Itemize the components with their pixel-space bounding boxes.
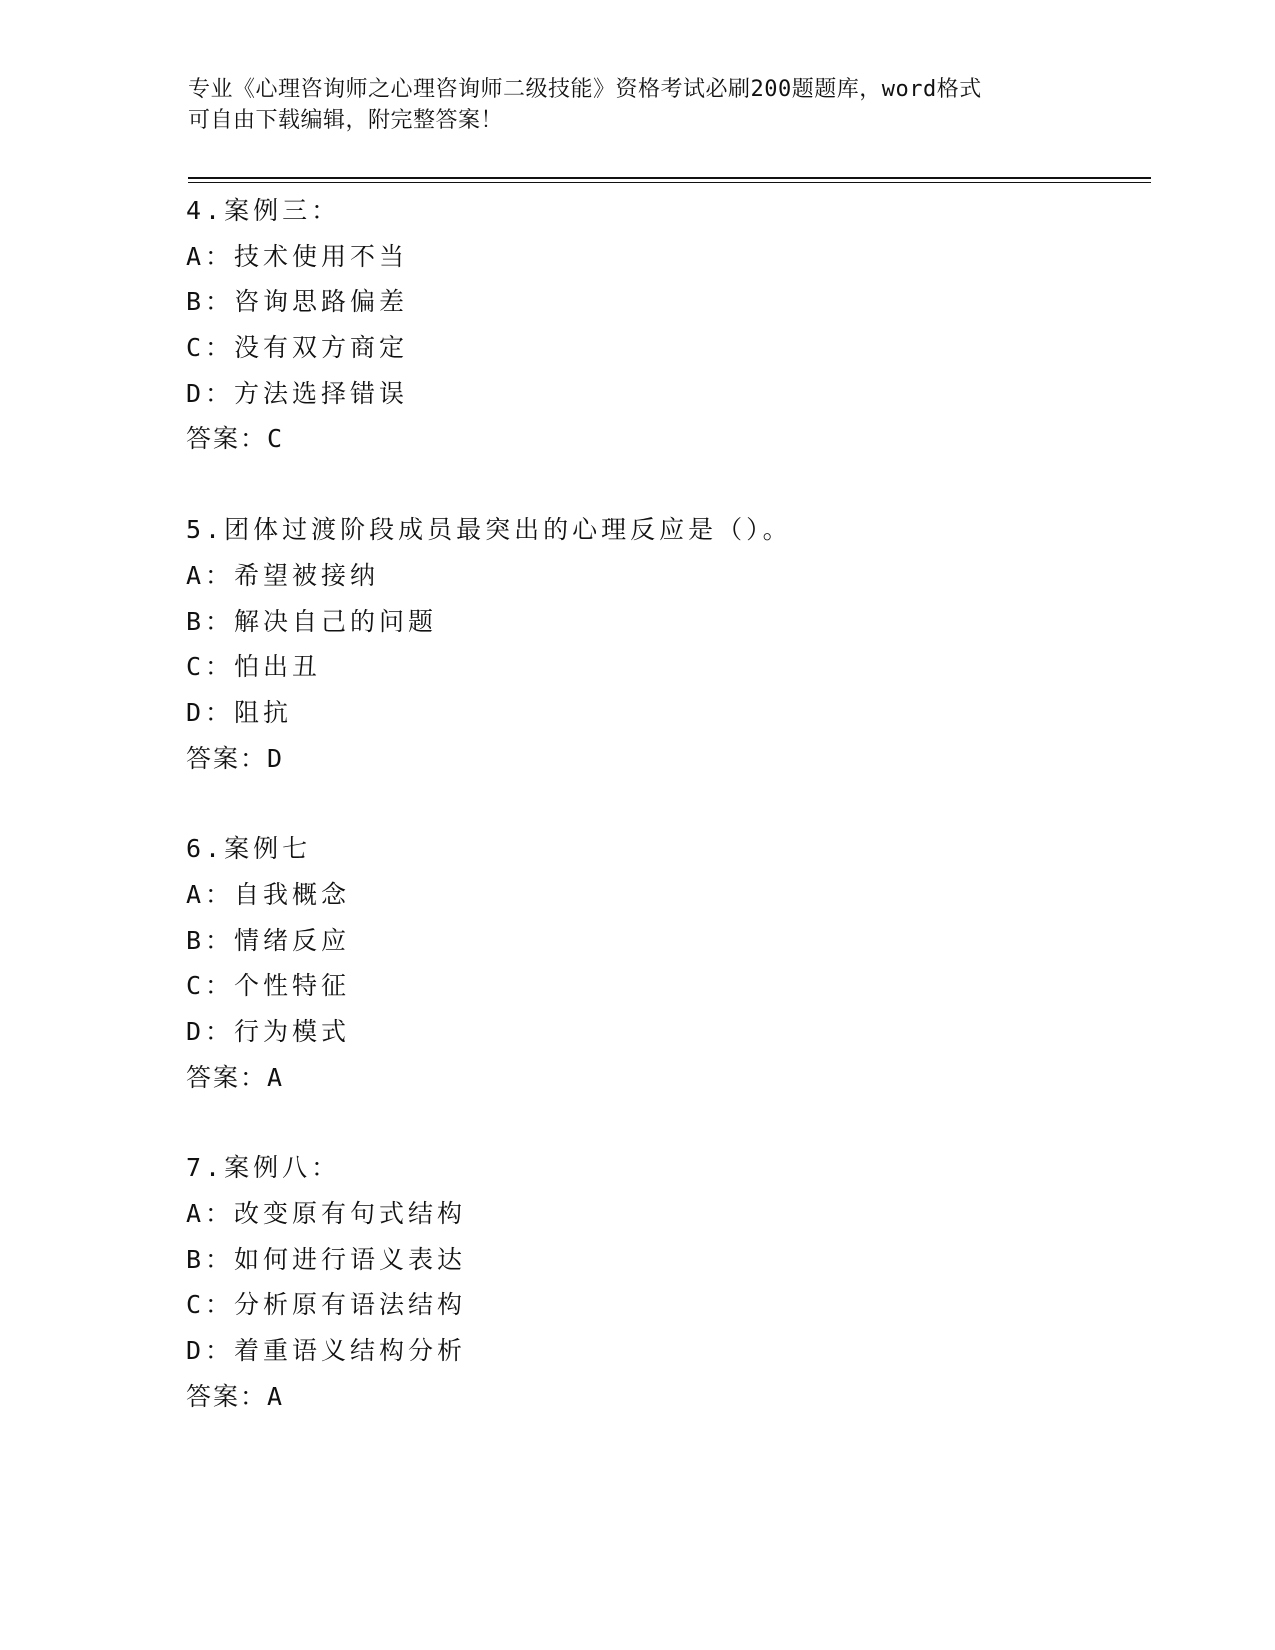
answer-key: 答案：D <box>186 743 285 773</box>
option-b: B：如何进行语义表达 <box>186 1244 467 1274</box>
option-d: D：方法选择错误 <box>186 378 409 408</box>
question-stem: 6.案例七 <box>186 834 312 864</box>
option-b: B：解决自己的问题 <box>186 606 438 636</box>
question-4 <box>186 188 1146 462</box>
option-b: B：咨询思路偏差 <box>186 287 409 317</box>
option-c: C：分析原有语法结构 <box>186 1290 467 1320</box>
question-6 <box>186 826 1146 1100</box>
option-a: A：改变原有句式结构 <box>186 1199 467 1229</box>
option-a: A：自我概念 <box>186 879 351 909</box>
question-7 <box>186 1145 1146 1419</box>
header-line-2: 可自由下载编辑，附完整答案！ <box>188 108 504 133</box>
answer-key: 答案：C <box>186 424 285 454</box>
option-d: D：行为模式 <box>186 1017 351 1046</box>
header-line-1: 专业《心理咨询师之心理咨询师二级技能》资格考试必刷200题题库，word格式 <box>188 77 982 102</box>
option-a: A：希望被接纳 <box>186 560 380 590</box>
question-stem: 7.案例八： <box>186 1153 341 1183</box>
answer-key: 答案：A <box>186 1062 285 1092</box>
option-c: C：没有双方商定 <box>186 333 409 363</box>
option-c: C：个性特征 <box>186 971 351 1001</box>
option-b: B：情绪反应 <box>186 925 351 955</box>
question-5 <box>186 507 1146 781</box>
header-divider-thick <box>188 177 1151 179</box>
header-divider-thin <box>188 182 1151 183</box>
document-header <box>188 74 1088 136</box>
option-a: A：技术使用不当 <box>186 241 409 271</box>
option-c: C：怕出丑 <box>186 652 322 682</box>
answer-key: 答案：A <box>186 1381 285 1411</box>
question-list <box>186 188 1146 1465</box>
option-d: D：阻抗 <box>186 697 293 727</box>
option-d: D：着重语义结构分析 <box>186 1336 467 1366</box>
question-stem: 5.团体过渡阶段成员最突出的心理反应是（）。 <box>186 515 792 545</box>
question-stem: 4.案例三： <box>186 196 341 225</box>
